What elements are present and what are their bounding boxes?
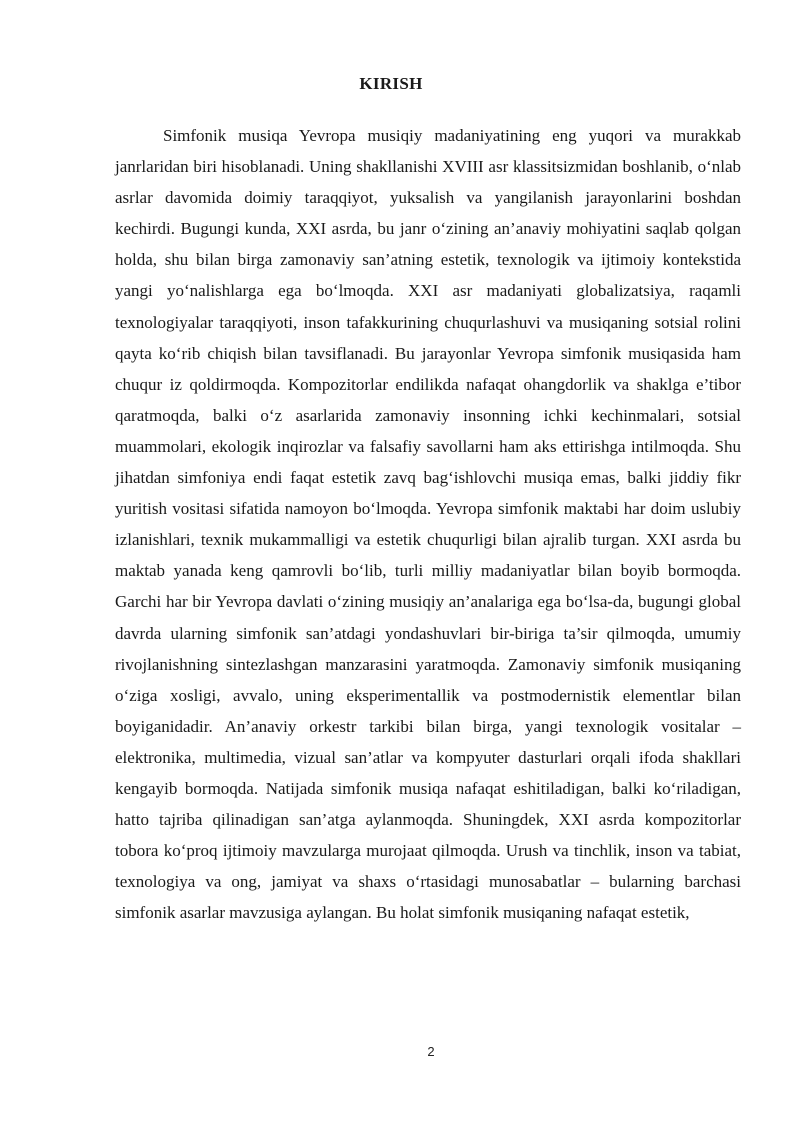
body-paragraph: Simfonik musiqa Yevropa musiqiy madaniyatining eng yuqori va murakkab janrlaridan biri hisoblanadi. Uning shakllanishi XVIII asr klassitsizmidan boshlanib, o‘nlab asrlar davomida doimiy taraqqiyot, yuksalish va yangilanish jarayonlarini boshdan kechirdi. Bugungi kunda, XXI asrda, bu janr o‘zining an’anaviy mohiyatini saqlab qolgan holda, shu bilan birga zamonaviy san’atning estetik, texnologik va ijtimoiy kontekstida yangi yo‘nalishlarga ega bo‘lmoqda. XXI asr madaniyati globalizatsiya, raqamli texnologiyalar taraqqiyoti, inson tafakkurining chuqurlashuvi va musiqaning sotsial rolini qayta ko‘rib chiqish bilan tavsiflanadi. Bu jarayonlar Yevropa simfonik musiqasida ham chuqur iz qoldirmoqda. Kompozitorlar endilikda nafaqat ohangdorlik va shaklga e’tibor qaratmoqda, balki o‘z asarlarida zamonaviy insonning ichki kechinmalari, sotsial muammolari, ekologik inqirozlar va falsafiy savollarni ham aks ettirishga intilmoqda. Shu jihatdan simfoniya endi faqat estetik zavq bag‘ishlovchi musiqa emas, balki jiddiy fikr yuritish vositasi sifatida namoyon bo‘lmoqda. Yevropa simfonik maktabi har doim uslubiy izlanishlari, texnik mukammalligi va estetik chuqurligi bilan ajralib turgan. XXI asrda bu maktab yanada keng qamrovli bo‘lib, turli milliy madaniyatlar bilan boyib bormoqda. Garchi har bir Yevropa davlati o‘zining musiqiy an’analariga ega bo‘lsa-da, bugungi global davrda ularning simfonik san’atdagi yondashuvlari bir-biriga ta’sir qilmoqda, umumiy rivojlanishning sintezlashgan manzarasini yaratmoqda. Zamonaviy simfonik musiqaning o‘ziga xosligi, avvalo, uning eksperimentallik va postmodernistik elementlar bilan boyiganidadir. An’anaviy orkestr tarkibi bilan birga, yangi texnologik vositalar – elektronika, multimedia, vizual san’atlar va kompyuter dasturlari orqali ifoda shakllari kengayib bormoqda. Natijada simfonik musiqa nafaqat eshitiladigan, balki ko‘riladigan, hatto tajriba qilinadigan san’atga aylanmoqda. Shuningdek, XXI asrda kompozitorlar tobora ko‘proq ijtimoiy mavzularga murojaat qilmoqda. Urush va tinchlik, inson va tabiat, texnologiya va ong, jamiyat va shaxs o‘rtasidagi munosabatlar – bularning barchasi simfonik asarlar mavzusiga aylangan. Bu holat simfonik musiqaning nafaqat estetik, bbox=[115, 126, 741, 923]
page-number: 2 bbox=[427, 1044, 435, 1059]
section-title: KIRISH bbox=[359, 74, 423, 93]
